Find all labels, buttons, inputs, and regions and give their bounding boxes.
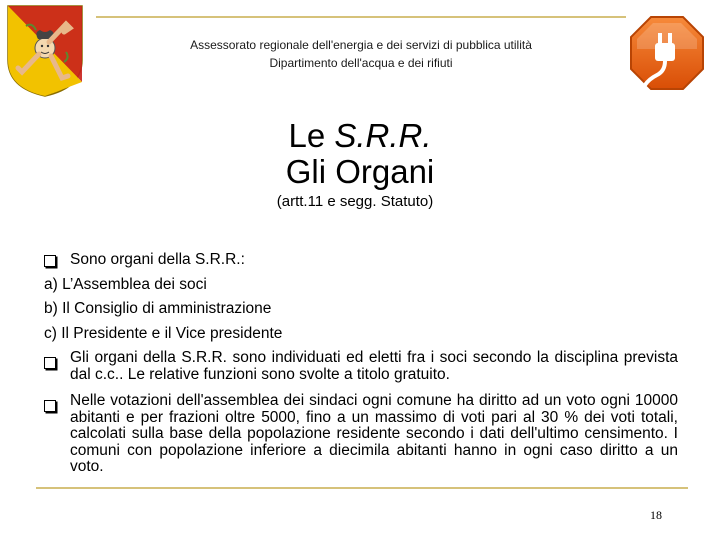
slide-content <box>44 248 678 476</box>
list-item-text: Sono organi della S.R.R.: <box>70 251 245 268</box>
checkbox-bullet-icon <box>44 400 56 412</box>
header-department-line-1: Assessorato regionale dell'energia e dei servizi di pubblica utilità <box>190 38 532 52</box>
header-department-line-2: Dipartimento dell'acqua e dei rifiuti <box>269 56 453 70</box>
list-item: a) L’Assemblea dei soci <box>44 275 207 293</box>
sicily-trinacria-crest-icon <box>4 2 86 98</box>
list-item <box>44 248 678 273</box>
page-number: 18 <box>650 508 662 522</box>
list-item: b) Il Consiglio di amministrazione <box>44 300 272 317</box>
checkbox-bullet-icon <box>44 357 56 369</box>
footer-rule <box>36 487 688 489</box>
title-prefix: Le <box>288 117 335 154</box>
title-srr: S.R.R. <box>334 117 432 154</box>
page-title-line-2: Gli Organi <box>285 153 435 190</box>
list-item: c) Il Presidente e il Vice presidente <box>44 324 283 342</box>
list-item <box>44 393 678 476</box>
page-subtitle: (artt.11 e segg. Statuto) <box>276 193 434 210</box>
header-rule <box>96 16 626 18</box>
list-item <box>44 350 678 383</box>
list-item-text: Gli organi della S.R.R. sono individuati ed eletti fra i soci secondo la disciplina prevista dal c.c.. Le relative funzioni sono svolte a titolo gratuito. <box>70 349 678 383</box>
list-item-text: Nelle votazioni dell'assemblea dei sindaci ogni comune ha diritto ad un voto ogni 10000 abitanti e per frazioni oltre 5000, fino a un massimo di voti pari al 30 % dei voti totali, calcolati sulla base della popolazione residente secondo i dati dell'ultimo censimento. I comuni con popolazione inferiore a diecimila abitanti hanno in ogni caso diritto a un voto. <box>70 392 678 475</box>
checkbox-bullet-icon <box>44 255 56 267</box>
electric-plug-icon <box>627 13 707 93</box>
page-title-line-1 <box>0 118 720 154</box>
